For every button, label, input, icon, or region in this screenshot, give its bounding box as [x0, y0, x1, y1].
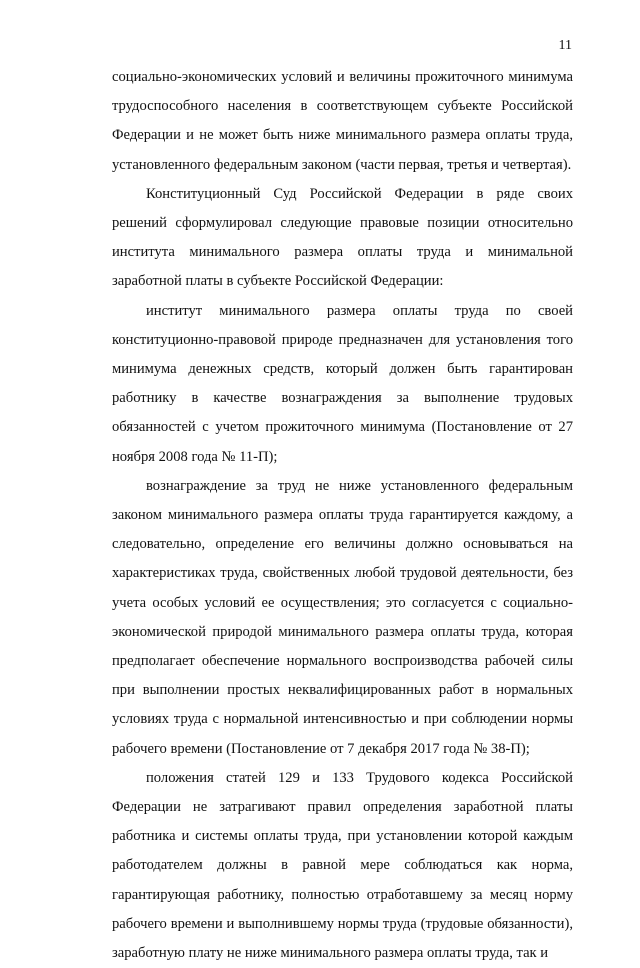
paragraph-labor-code-articles: положения статей 129 и 133 Трудового кодекса Российской Федерации не затрагивают правил определения заработной платы работника и системы оплаты труда, при установлении которой каждым работодателем должны в равной мере соблюдаться как норма, гарантирующая работнику, полностью отработавшему за месяц норму рабочего времени и выполнившему нормы труда (трудовые обязанности), заработную плату не ниже минимального размера оплаты труда, так и — [112, 769, 573, 962]
paragraph-continuation: социально-экономических условий и величины прожиточного минимума трудоспособного населения в соответствующем субъекте Российской Федерации и не может быть ниже минимального размера оплаты труда, установленного федеральным законом (части первая, третья и четвертая). — [112, 69, 573, 173]
document-body — [112, 63, 573, 968]
paragraph-court-positions-intro: Конституционный Суд Российской Федерации в ряде своих решений сформулировал следующие правовые позиции относительно института минимального размера оплаты труда и минимальной заработной платы в субъекте Российской Федерации: — [112, 185, 573, 290]
paragraph-mrot-institute: институт минимального размера оплаты труда по своей конституционно-правовой природе предназначен для установления того минимума денежных средств, который должен быть гарантирован работнику в качестве вознаграждения за выполнение трудовых обязанностей с учетом прожиточного минимума (Постановление от 27 ноября 2008 года № 11-П); — [112, 302, 573, 465]
paragraph-remuneration-guarantee: вознаграждение за труд не ниже установленного федеральным законом минимального размера оплаты труда гарантируется каждому, а следовательно, определение его величины должно основываться на характеристиках труда, свойственных любой трудовой деятельности, без учета особых условий ее осуществления; это согласуется с социально-экономической природой минимального размера оплаты труда, которая предполагает обеспечение нормального воспроизводства рабочей силы при выполнении простых неквалифицированных работ в нормальных условиях труда с нормальной интенсивностью и при соблюдении нормы рабочего времени (Постановление от 7 декабря 2017 года № 38-П); — [112, 477, 573, 757]
page-number: 11 — [558, 38, 572, 53]
